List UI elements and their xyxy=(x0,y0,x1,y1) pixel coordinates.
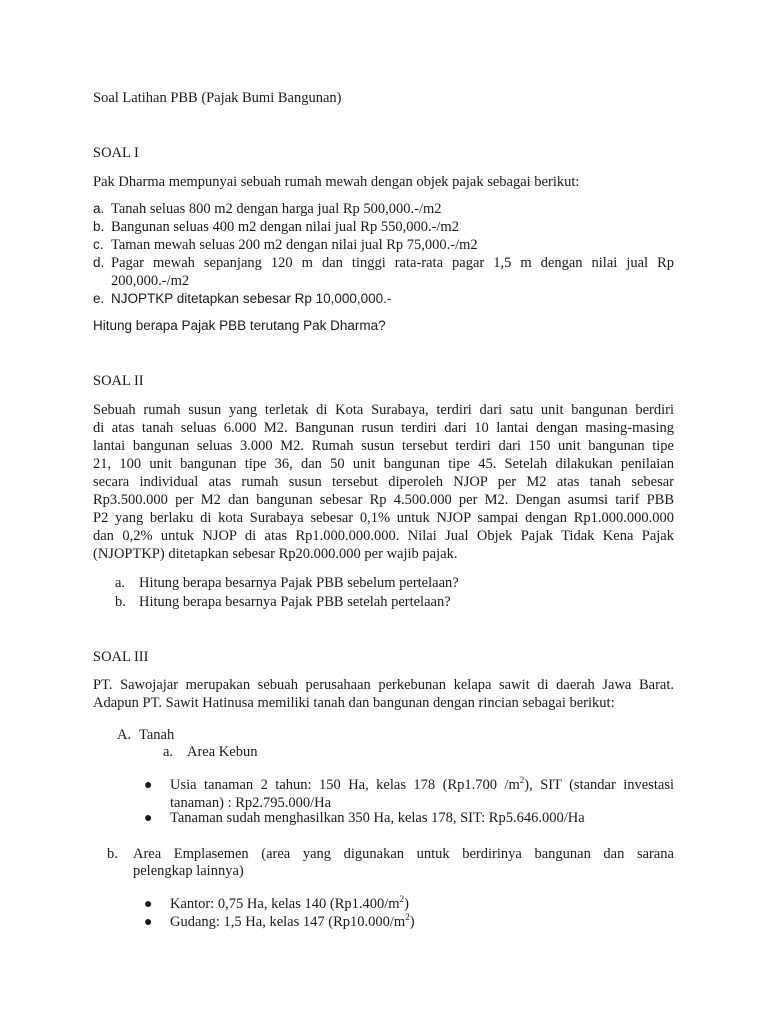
soal1-item-a-marker: a. xyxy=(93,201,105,216)
soal1-intro: Pak Dharma mempunyai sebuah rumah mewah dengan objek pajak sebagai berikut: xyxy=(93,174,580,190)
soal2-paragraph-line: di atas tanah seluas 6.000 M2. Bangunan rusun terdiri dari 10 lantai dengan masing-masing xyxy=(93,420,674,436)
soal3-kebun-bullet-2: Tanaman sudah menghasilkan 350 Ha, kelas 178, SIT: Rp5.646.000/Ha xyxy=(170,810,585,826)
soal2-paragraph-line: P2 yang berlaku di kota Surabaya sebesar 0,1% untuk NJOP sampai dengan Rp1.000.000.000 xyxy=(93,510,674,526)
soal3-section-b-line1: Area Emplasemen (area yang digunakan untuk berdirinya bangunan dan sarana xyxy=(133,846,674,862)
soal1-item-e-marker: e. xyxy=(93,291,105,306)
bullet-icon: ● xyxy=(144,778,153,793)
soal1-item-d-line2: 200,000.-/m2 xyxy=(111,273,190,289)
soal2-paragraph-line: Rp3.500.000 per M2 dan bangunan sebesar Rp 4.500.000 per M2. Dengan asumsi tarif PBB xyxy=(93,492,674,508)
soal1-heading: SOAL I xyxy=(93,145,139,161)
soal3-paragraph-line: PT. Sawojajar merupakan sebuah perusahaan perkebunan kelapa sawit di daerah Jawa Barat. xyxy=(93,677,674,693)
soal2-paragraph-line: dan 0,2% untuk NJOP di atas Rp1.000.000.000. Nilai Jual Objek Pajak Tidak Kena Pajak xyxy=(93,528,674,544)
soal1-item-d-line1: Pagar mewah sepanjang 120 m dan tinggi rata-rata pagar 1,5 m dengan nilai jual Rp xyxy=(111,255,674,271)
soal3-section-a-marker: A. xyxy=(117,727,132,743)
soal1-item-d-marker: d. xyxy=(93,255,105,270)
soal3-kebun-bullet-1-line2: tanaman) : Rp2.795.000/Ha xyxy=(170,795,332,811)
soal2-paragraph-line: lantai bangunan seluas 3.000 M2. Rumah susun tersebut terdiri dari 150 unit bangunan tipe xyxy=(93,438,674,454)
soal1-question: Hitung berapa Pajak PBB terutang Pak Dharma? xyxy=(93,318,386,333)
soal2-item-b: Hitung berapa besarnya Pajak PBB setelah pertelaan? xyxy=(139,594,451,610)
soal2-paragraph-line: 21, 100 unit bangunan tipe 36, dan 50 unit bangunan tipe 45. Setelah dilakukan penilaian xyxy=(93,456,674,472)
soal3-section-b-line2: pelengkap lainnya) xyxy=(133,863,244,879)
bullet-icon: ● xyxy=(144,915,153,930)
soal1-item-b: Bangunan seluas 400 m2 dengan nilai jual Rp 550,000.-/m2 xyxy=(111,219,459,235)
soal2-item-a: Hitung berapa besarnya Pajak PBB sebelum pertelaan? xyxy=(139,575,459,591)
soal3-section-b-marker: b. xyxy=(107,846,118,862)
soal2-paragraph-line: (NJOPTKP) ditetapkan sebesar Rp20.000.000 per wajib pajak. xyxy=(93,546,458,562)
bullet-icon: ● xyxy=(144,897,153,912)
soal1-item-e: NJOPTKP ditetapkan sebesar Rp 10,000,000.- xyxy=(111,291,392,306)
soal2-item-b-marker: b. xyxy=(115,594,126,610)
soal3-emplasemen-gudang: Gudang: 1,5 Ha, kelas 147 $(Rp10.000/m^2)$ xyxy=(170,912,415,930)
bullet-icon: ● xyxy=(144,811,153,826)
soal3-kebun-bullet-1-line1: Usia tanaman 2 tahun: 150 Ha, kelas 178 (Rp1.700 $/m^2$), SIT (standar investasi xyxy=(170,775,674,793)
soal3-section-a-label: Tanah xyxy=(139,727,175,743)
soal2-paragraph-line: Sebuah rumah susun yang terletak di Kota Surabaya, terdiri dari satu unit bangunan berdiri xyxy=(93,402,674,418)
soal3-heading: SOAL III xyxy=(93,649,149,665)
document-title: Soal Latihan PBB (Pajak Bumi Bangunan) xyxy=(93,90,342,106)
soal3-emplasemen-kantor: Kantor: 0,75 Ha, kelas 140 $(Rp1.400/m^2)$ xyxy=(170,894,409,912)
soal1-item-c-marker: c. xyxy=(93,237,104,252)
soal3-area-kebun-marker: a. xyxy=(163,744,174,760)
soal3-paragraph-line: Adapun PT. Sawit Hatinusa memiliki tanah dan bangunan dengan rincian sebagai berikut: xyxy=(93,695,615,711)
soal2-paragraph-line: secara individual atas rumah susun tersebut diperoleh NJOP per M2 atas tanah sebesar xyxy=(93,474,674,490)
soal2-item-a-marker: a. xyxy=(115,575,126,591)
soal1-item-a: Tanah seluas 800 m2 dengan harga jual Rp 500,000.-/m2 xyxy=(111,201,442,217)
soal1-item-b-marker: b. xyxy=(93,219,105,234)
soal2-heading: SOAL II xyxy=(93,373,144,389)
soal1-item-c: Taman mewah seluas 200 m2 dengan nilai jual Rp 75,000.-/m2 xyxy=(111,237,478,253)
soal3-area-kebun-label: Area Kebun xyxy=(187,744,258,760)
